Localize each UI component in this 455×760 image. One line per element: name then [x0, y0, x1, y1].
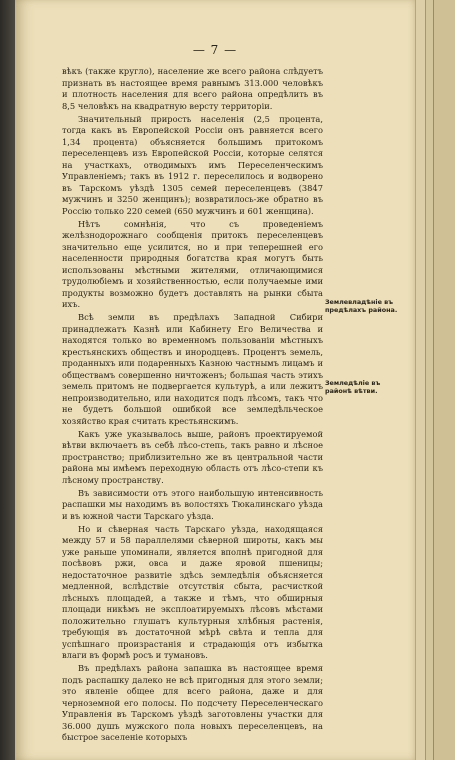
- body-text: [62, 66, 323, 745]
- paragraph: вѣкъ (также кругло), население же всего района слѣдуетъ признать въ настоящее время равнымъ 313.000 человѣкъ и плотность населения для всего района опредѣлить въ 8,5 человѣкъ на квадратную версту территоріи.: [62, 66, 323, 111]
- paragraph: Нѣтъ сомнѣнія, что съ проведеніемъ желѣзнодорожнаго сообщенія притокъ переселенцевъ значительно еще усилится, но и при теперешней его населенности природныя богатства края могутъ быть использованы мѣстными жителями, отличающимися трудолюбіемъ и хозяйственностью, если получаемые ими продукты возможно будетъ доставлять на рынки сбыта ихъ.: [62, 218, 323, 309]
- paragraph: Всѣ земли въ предѣлахъ Западной Сибири принадлежатъ Казнѣ или Кабинету Его Величества и находятся только во временномъ пользованіи мѣстныхъ крестьянскихъ обществъ и инородцевъ. Процентъ земель, проданныхъ или подаренныхъ Казною частнымъ лицамъ и обществамъ совершенно ничтоженъ; большая часть этихъ земель притомъ не подвергается культурѣ, а или лежитъ непроизводительно, или находится подъ лѣсомъ, такъ что не будетъ большой ошибкой все земледѣльческое хозяйство края считать крестьянскимъ.: [62, 312, 323, 426]
- paragraph: Какъ уже указывалось выше, районъ проектируемой вѣтви включаетъ въ себѣ лѣсо-степь, такъ равно и лѣсное пространство; приблизительно же въ центральной части района мы имѣемъ переходную область отъ лѣсо-степи къ лѣсному пространству.: [62, 428, 323, 485]
- paragraph: Значительный прирость населенія (2,5 процента, тогда какъ въ Европейской Россіи онъ равняется всего 1,34 процента) объясняется большимъ притокомъ переселенцевъ изъ Европейской Россіи, которые селятся на участкахъ, отводимыхъ имъ Переселенческимъ Управленіемъ; такъ въ 1912 г. переселилось и водворено въ Тарскомъ уѣздѣ 1305 семей переселенцевъ (3847 мужчинъ и 3250 женщинъ); возвратилось-же обратно въ Россію только 220 семей (650 мужчинъ и 601 женщина).: [62, 113, 323, 216]
- page-number: — 7 —: [192, 43, 238, 57]
- page-edge: [433, 0, 455, 760]
- paragraph: Въ предѣлахъ района запашка въ настоящее время подъ распашку далеко не всѣ пригодныя для этого земли; это явленіе общее для всего района, даже и для черноземной его полосы. По подсчету Переселенческаго Управленія въ Тарскомъ уѣздѣ заготовлены участки для 36.000 душъ мужского пола новыхъ переселенцевъ, на быстрое заселеніе которыхъ: [62, 663, 323, 742]
- margin-note: Землевладѣніе въ предѣлахъ района.: [325, 298, 398, 315]
- paragraph: Въ зависимости отъ этого наибольшую интенсивность распашки мы находимъ въ волостяхъ Тюкалинскаго уѣзда и въ южной части Тарскаго уѣзда.: [62, 487, 323, 521]
- margin-note: Земледѣліе въ районѣ вѣтви.: [325, 379, 381, 396]
- paragraph: Но и сѣверная часть Тарскаго уѣзда, находящаяся между 57 и 58 параллелями сѣверной широты, какъ мы уже раньше упоминали, является вполнѣ пригодной для посѣвовъ ржи, овса и даже яровой пшеницы; недостаточное развитіе здѣсь земледѣлія объясняется медленной, вслѣдствіе отсутствія сбыта, расчисткой лѣсныхъ площадей, а также и тѣмъ, что обширныя площади никѣмъ не эксплоатируемыхъ лѣсовъ мѣстами положительно глушатъ культурныя хлѣбныя растенія, требующія въ достаточной мѣрѣ свѣта и тепла для успѣшнаго произрастанія и страдающія отъ избытка влаги въ формѣ росъ и тумановъ.: [62, 523, 323, 660]
